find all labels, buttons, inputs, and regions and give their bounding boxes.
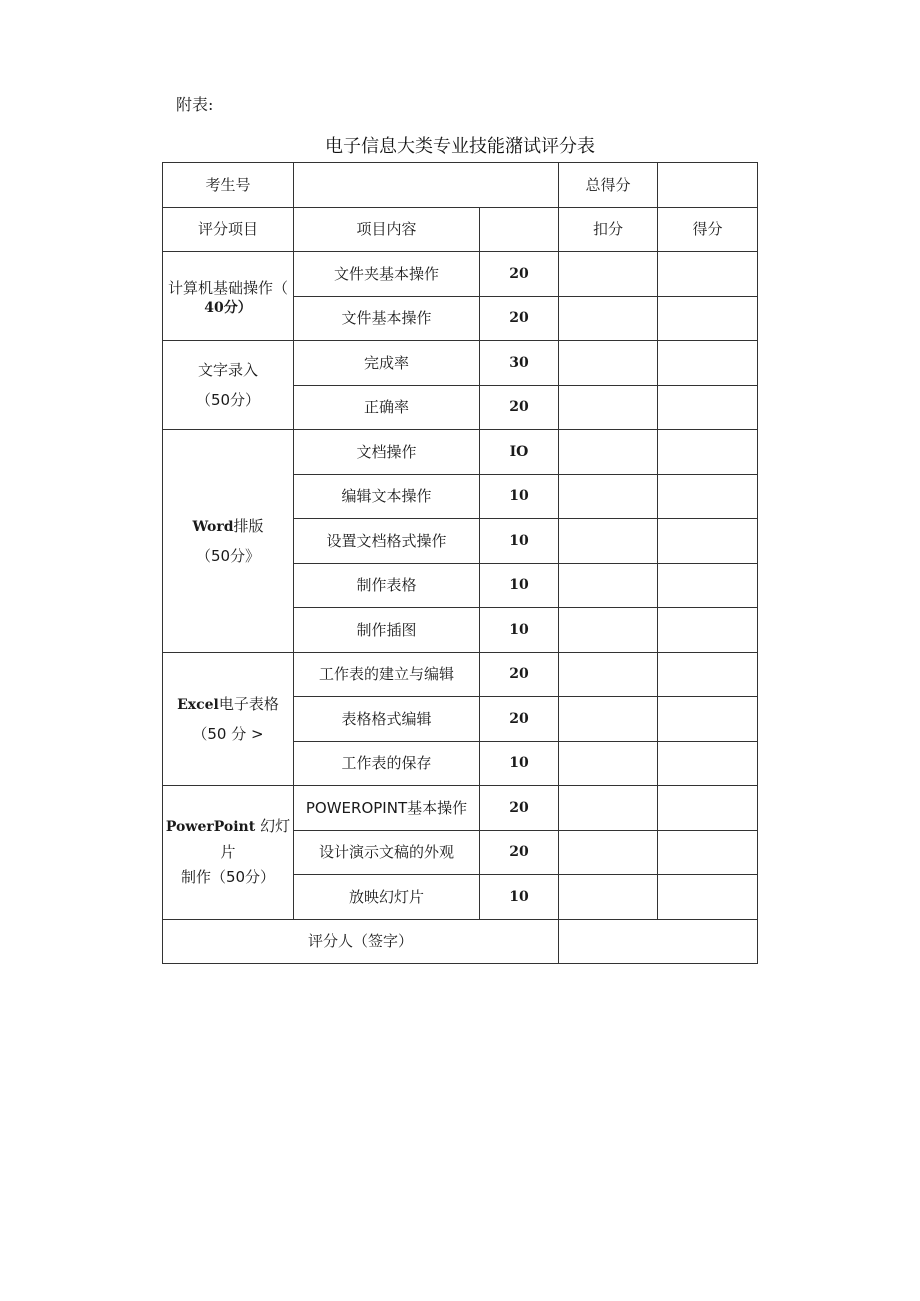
col-header-content: 项目内容 [294,207,480,252]
item-content: 放映幻灯片 [294,875,480,920]
item-content: 制作插图 [294,608,480,653]
category-name-line1: 文字录入 [197,361,258,379]
category-name-latin: Word [192,518,234,535]
score-cell[interactable] [658,563,758,608]
item-points: 20 [480,652,559,697]
score-cell[interactable] [658,296,758,341]
exam-no-label: 考生号 [163,163,294,208]
item-points: 20 [480,385,559,430]
category-powerpoint [163,786,294,920]
deduct-cell[interactable] [559,786,658,831]
item-content: 文件基本操作 [294,296,480,341]
item-points: 20 [480,296,559,341]
item-points: 30 [480,341,559,386]
table-row-signature [163,919,758,964]
item-points: 10 [480,563,559,608]
deduct-cell[interactable] [559,608,658,653]
score-cell[interactable] [658,786,758,831]
annex-label: 附表: [176,95,214,114]
item-points: 20 [480,697,559,742]
item-points: 20 [480,830,559,875]
category-name-line2: （50分》 [195,546,261,565]
category-excel [163,652,294,786]
category-computer-basics [163,252,294,341]
deduct-cell[interactable] [559,430,658,475]
item-content: 文档操作 [294,430,480,475]
table-row [163,786,758,831]
signature-cell[interactable] [559,919,758,964]
item-points: 10 [480,741,559,786]
item-points: 10 [480,519,559,564]
signature-label: 评分人（签字） [163,919,559,964]
item-content: 正确率 [294,385,480,430]
category-name-latin: Excel [177,696,219,713]
item-points: IO [480,430,559,475]
item-content: 工作表的建立与编辑 [294,652,480,697]
item-points: 10 [480,474,559,519]
deduct-cell[interactable] [559,519,658,564]
category-name-line1 [163,511,293,541]
total-score-label: 总得分 [559,163,658,208]
page-title: 电子信息大类专业技能潴试评分表 [325,136,595,157]
score-cell[interactable] [658,697,758,742]
table-row [163,341,758,386]
item-points: 20 [480,252,559,297]
category-name-line2: （50分） [195,391,261,409]
score-cell[interactable] [658,875,758,920]
item-content: 编辑文本操作 [294,474,480,519]
item-points: 10 [480,608,559,653]
table-row [163,652,758,697]
deduct-cell[interactable] [559,652,658,697]
score-cell[interactable] [658,652,758,697]
category-text-entry [163,341,294,430]
item-content: 设置文档格式操作 [294,519,480,564]
category-name-line2: 制作（50分） [180,868,276,887]
category-name-latin: PowerPoint [165,818,261,835]
deduct-cell[interactable] [559,741,658,786]
category-name-cjk: 幻灯片 [220,816,291,861]
score-cell[interactable] [658,430,758,475]
table-row-headers [163,207,758,252]
score-cell[interactable] [658,385,758,430]
item-content: 制作表格 [294,563,480,608]
deduct-cell[interactable] [559,875,658,920]
category-name-line1 [163,814,293,865]
score-cell[interactable] [658,830,758,875]
table-row-exam [163,163,758,208]
score-cell[interactable] [658,474,758,519]
deduct-cell[interactable] [559,830,658,875]
item-content: 表格格式编辑 [294,697,480,742]
item-content: 完成率 [294,341,480,386]
deduct-cell[interactable] [559,474,658,519]
col-header-item: 评分项目 [163,207,294,252]
table-row [163,430,758,475]
table-row [163,252,758,297]
score-cell[interactable] [658,252,758,297]
category-name-line1 [163,689,293,719]
category-name-line1: 计算机基础操作（ [167,278,288,297]
score-cell[interactable] [658,519,758,564]
total-score-cell[interactable] [658,163,758,208]
deduct-cell[interactable] [559,341,658,386]
item-points: 20 [480,786,559,831]
score-cell[interactable] [658,608,758,653]
item-content: POWEROPINT基本操作 [294,786,480,831]
col-header-score: 得分 [658,207,758,252]
deduct-cell[interactable] [559,252,658,297]
deduct-cell[interactable] [559,697,658,742]
item-content: 文件夹基本操作 [294,252,480,297]
category-name-cjk: 电子表格 [218,694,279,713]
exam-no-cell[interactable] [294,163,559,208]
score-table [162,162,758,964]
col-header-points [480,207,559,252]
category-name-cjk: 排版 [233,516,264,535]
deduct-cell[interactable] [559,563,658,608]
col-header-deduct: 扣分 [559,207,658,252]
item-content: 设计演示文稿的外观 [294,830,480,875]
category-name-line2: （50 分 > [192,724,264,743]
item-points: 10 [480,875,559,920]
score-cell[interactable] [658,741,758,786]
category-word [163,430,294,653]
item-content: 工作表的保存 [294,741,480,786]
deduct-cell[interactable] [559,385,658,430]
score-cell[interactable] [658,341,758,386]
category-name-line2: 40分） [204,299,252,316]
deduct-cell[interactable] [559,296,658,341]
